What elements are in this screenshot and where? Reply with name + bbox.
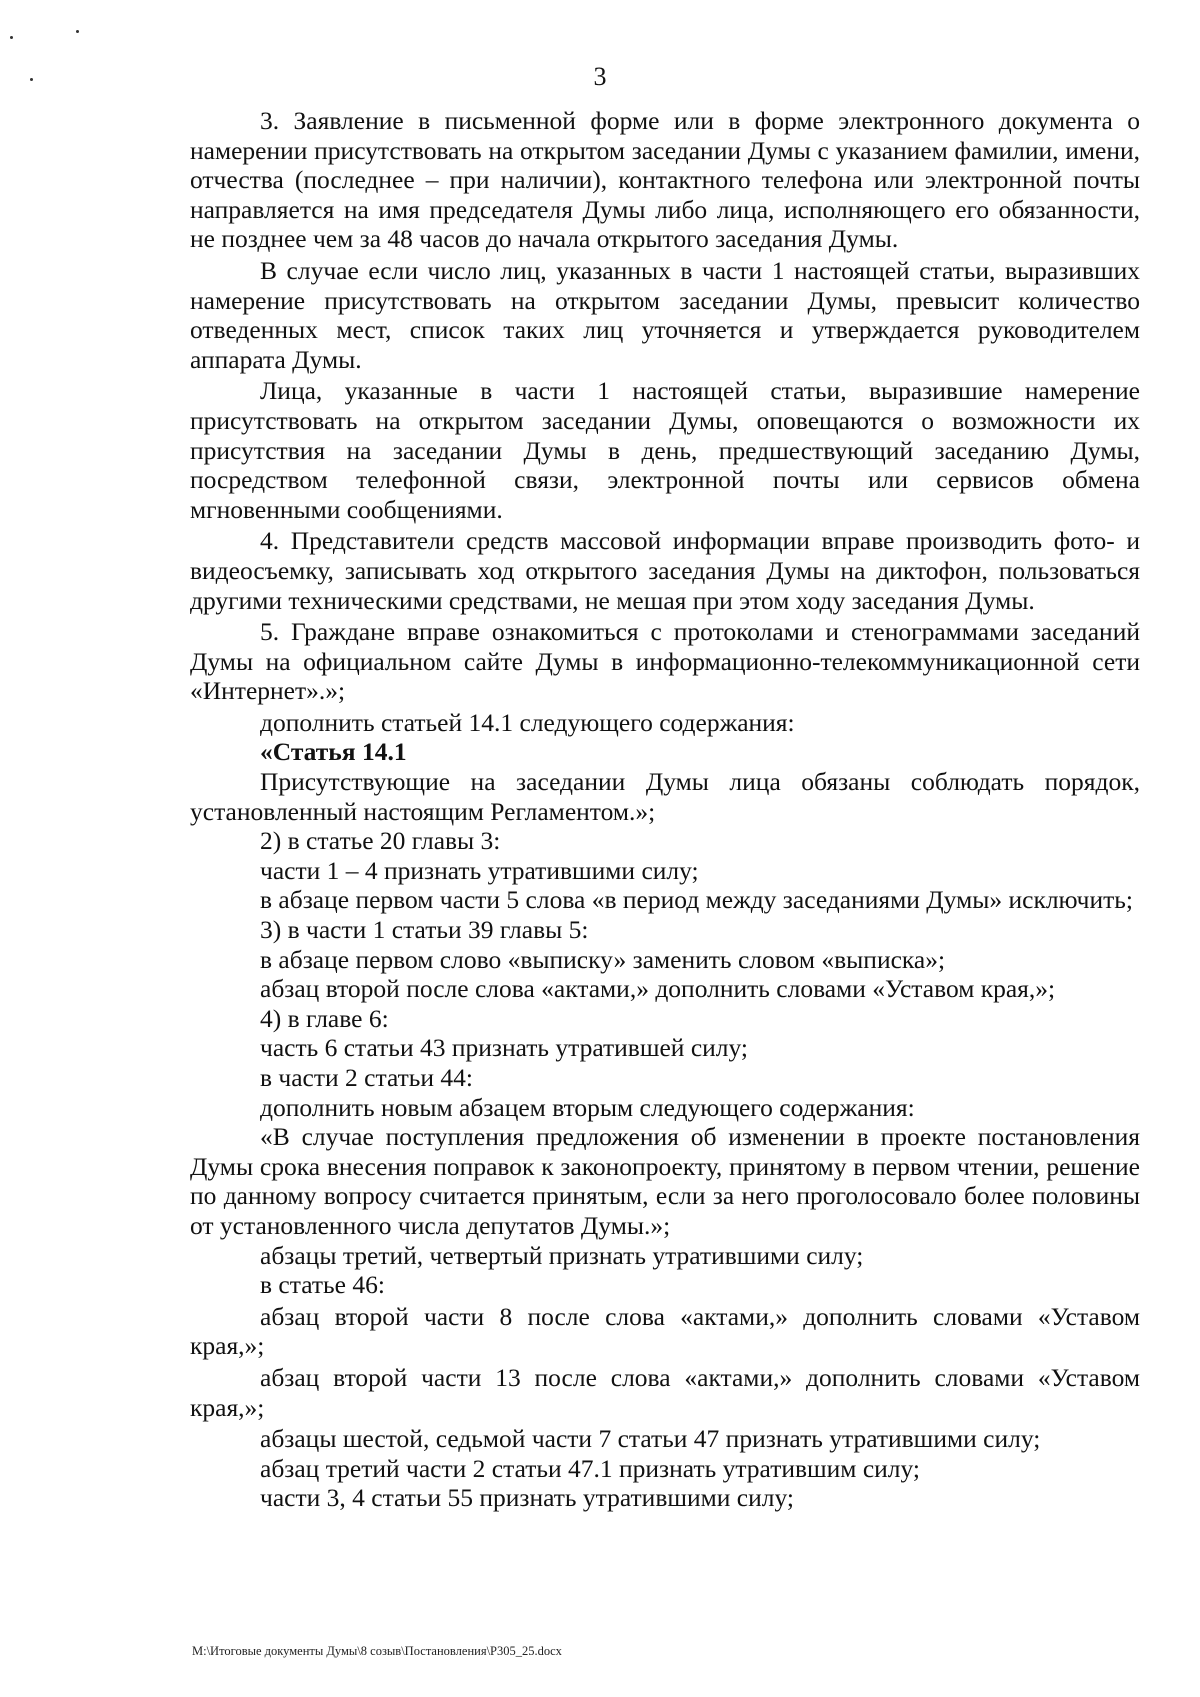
paragraph: Лица, указанные в части 1 настоящей статьи, выразившие намерение присутствовать на открытом заседании Думы, оповещаются о возможности их присутствия на заседании Думы в день, предшествующий заседанию Думы, посредством телефонной связи, электронной почты или сервисов обмена мгновенными сообщениями. (190, 376, 1140, 524)
paragraph: 4) в главе 6: (260, 1003, 389, 1033)
paragraph: Присутствующие на заседании Думы лица обязаны соблюдать порядок, установленный настоящим Регламентом.»; (190, 767, 1140, 826)
paragraph: дополнить статьей 14.1 следующего содержания: (260, 707, 795, 737)
paragraph: абзацы шестой, седьмой части 7 статьи 47 признать утратившими силу; (260, 1424, 1041, 1454)
paragraph: часть 6 статьи 43 признать утратившей силу; (260, 1033, 749, 1063)
paragraph: В случае если число лиц, указанных в части 1 настоящей статьи, выразивших намерение присутствовать на открытом заседании Думы, превысит количество отведенных мест, список таких лиц уточняется и утверждается руководителем аппарата Думы. (190, 255, 1140, 374)
paragraph: «В случае поступления предложения об изменении в проекте постановления Думы срока внесения поправок к законопроекту, принятому в первом чтении, решение по данному вопросу считается принятым, если за него проголосовало более половины от установленного числа депутатов Думы.»; (190, 1122, 1140, 1240)
paragraph: абзацы третий, четвертый признать утратившими силу; (260, 1240, 864, 1270)
paragraph: в статье 46: (260, 1270, 385, 1300)
paragraph: 5. Граждане вправе ознакомиться с протоколами и стенограммами заседаний Думы на официальном сайте Думы в информационно-телекоммуникационной сети «Интернет».»; (190, 617, 1140, 706)
paragraph: абзац третий части 2 статьи 47.1 признать утратившим силу; (260, 1453, 921, 1483)
paragraph: в абзаце первом слово «выписку» заменить словом «выписка»; (260, 944, 946, 974)
paragraph: части 1 – 4 признать утратившими силу; (260, 855, 699, 885)
scan-speck (76, 30, 79, 33)
scan-speck (10, 36, 13, 39)
paragraph: 4. Представители средств массовой информации вправе производить фото- и видеосъемку, записывать ход открытого заседания Думы на диктофон, пользоваться другими техническими средствами, не мешая при этом ходу заседания Думы. (190, 526, 1140, 615)
paragraph: части 3, 4 статьи 55 признать утратившими силу; (260, 1483, 794, 1513)
document-body (190, 106, 1140, 1513)
paragraph: абзац второй части 13 после слова «актами,» дополнить словами «Уставом края,»; (190, 1362, 1140, 1422)
paragraph: абзац второй части 8 после слова «актами,» дополнить словами «Уставом края,»; (190, 1301, 1140, 1361)
paragraph: в абзаце первом части 5 слова «в период между заседаниями Думы» исключить; (260, 885, 1133, 915)
paragraph: 2) в статье 20 главы 3: (260, 826, 501, 856)
paragraph: 3. Заявление в письменной форме или в форме электронного документа о намерении присутствовать на открытом заседании Думы с указанием фамилии, имени, отчества (последнее – при наличии), контактного телефона или электронной почты направляется на имя председателя Думы либо лица, исполняющего его обязанности, не позднее чем за 48 часов до начала открытого заседания Думы. (190, 106, 1140, 254)
file-path-footer: M:\Итоговые документы Думы\8 созыв\Постановления\P305_25.docx (192, 1644, 562, 1658)
article-heading: «Статья 14.1 (260, 737, 407, 767)
paragraph: абзац второй после слова «актами,» дополнить словами «Уставом края,»; (260, 974, 1056, 1004)
paragraph: дополнить новым абзацем вторым следующего содержания: (260, 1092, 915, 1122)
page-number: 3 (593, 62, 607, 91)
paragraph: в части 2 статьи 44: (260, 1063, 473, 1092)
paragraph: 3) в части 1 статьи 39 главы 5: (260, 915, 589, 945)
